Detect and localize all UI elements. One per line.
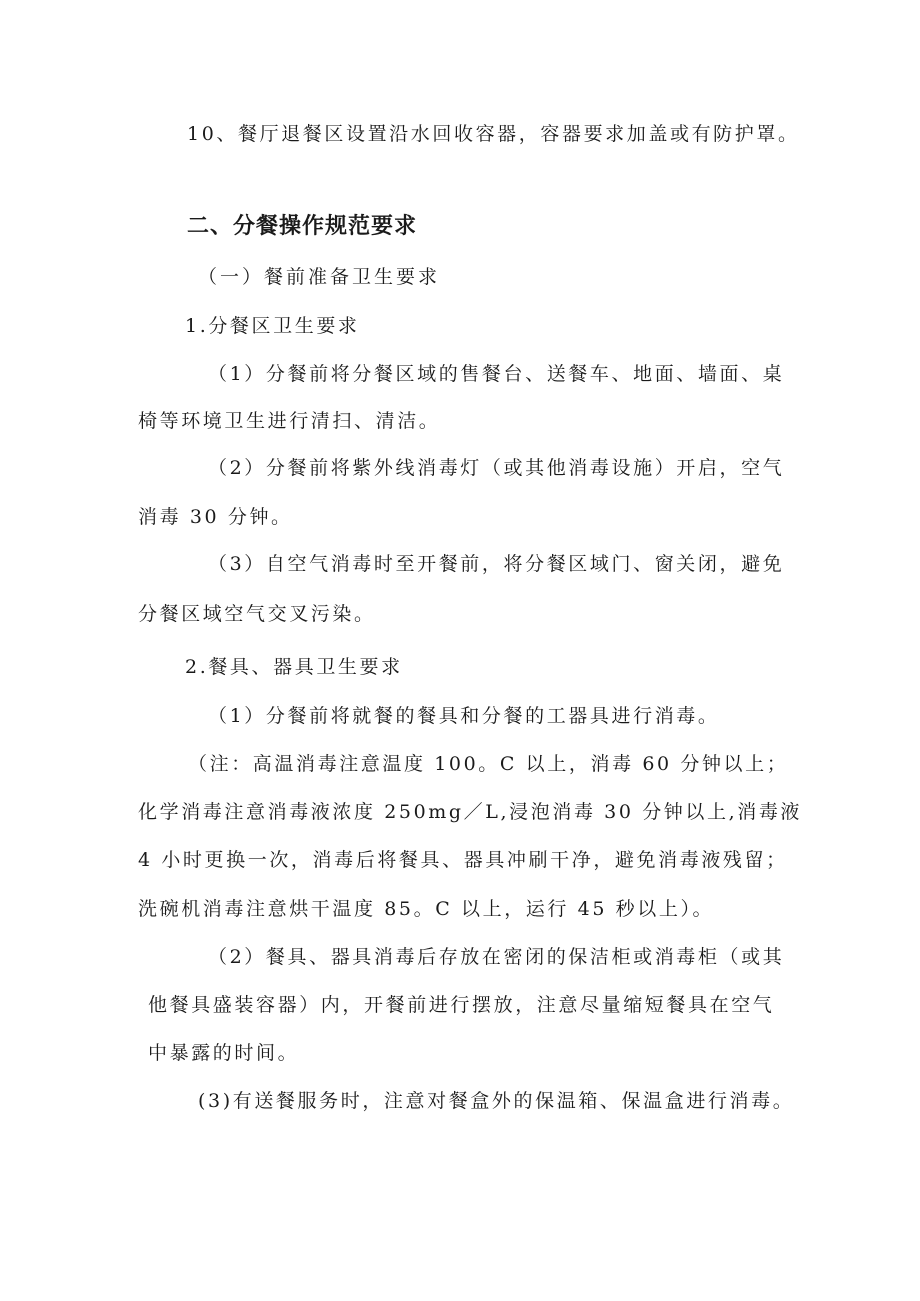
paragraph-line: 中暴露的时间。 [148, 1042, 300, 1064]
paragraph-line: （2）分餐前将紫外线消毒灯（或其他消毒设施）开启，空气 [208, 457, 785, 479]
paragraph-line: （2）餐具、器具消毒后存放在密闭的保洁柜或消毒柜（或其 [208, 946, 785, 968]
paragraph-line: 他餐具盛装容器）内，开餐前进行摆放，注意尽量缩短餐具在空气 [148, 994, 775, 1016]
paragraph-line: 分餐区域空气交叉污染。 [138, 603, 376, 625]
paragraph-line: 消毒 30 分钟。 [138, 506, 293, 528]
note-line: （注：高温消毒注意温度 100。C 以上，消毒 60 分钟以上； [188, 753, 789, 775]
paragraph-line: (3)有送餐服务时，注意对餐盒外的保温箱、保温盒进行消毒。 [198, 1090, 795, 1112]
note-line: 化学消毒注意消毒液浓度 250mg／L,浸泡消毒 30 分钟以上,消毒液 [138, 801, 803, 823]
subsection-heading: （一）餐前准备卫生要求 [198, 266, 441, 288]
section-heading: 二、分餐操作规范要求 [187, 214, 418, 239]
note-line: 4 小时更换一次，消毒后将餐具、器具冲刷干净，避免消毒液残留； [138, 849, 788, 871]
subheading-1: 1.分餐区卫生要求 [185, 315, 360, 337]
paragraph-line: 椅等环境卫生进行清扫、清洁。 [138, 410, 441, 432]
paragraph-line: （1）分餐前将就餐的餐具和分餐的工器具进行消毒。 [208, 705, 720, 727]
subheading-2: 2.餐具、器具卫生要求 [185, 656, 403, 678]
paragraph-line: （3）自空气消毒时至开餐前，将分餐区域门、窗关闭，避免 [208, 553, 785, 575]
paragraph-line: （1）分餐前将分餐区域的售餐台、送餐车、地面、墙面、桌 [208, 363, 785, 385]
item-10-text: 10、餐厅退餐区设置沿水回收容器，容器要求加盖或有防护罩。 [187, 123, 800, 145]
note-line: 洗碗机消毒注意烘干温度 85。C 以上，运行 45 秒以上）。 [138, 898, 715, 920]
